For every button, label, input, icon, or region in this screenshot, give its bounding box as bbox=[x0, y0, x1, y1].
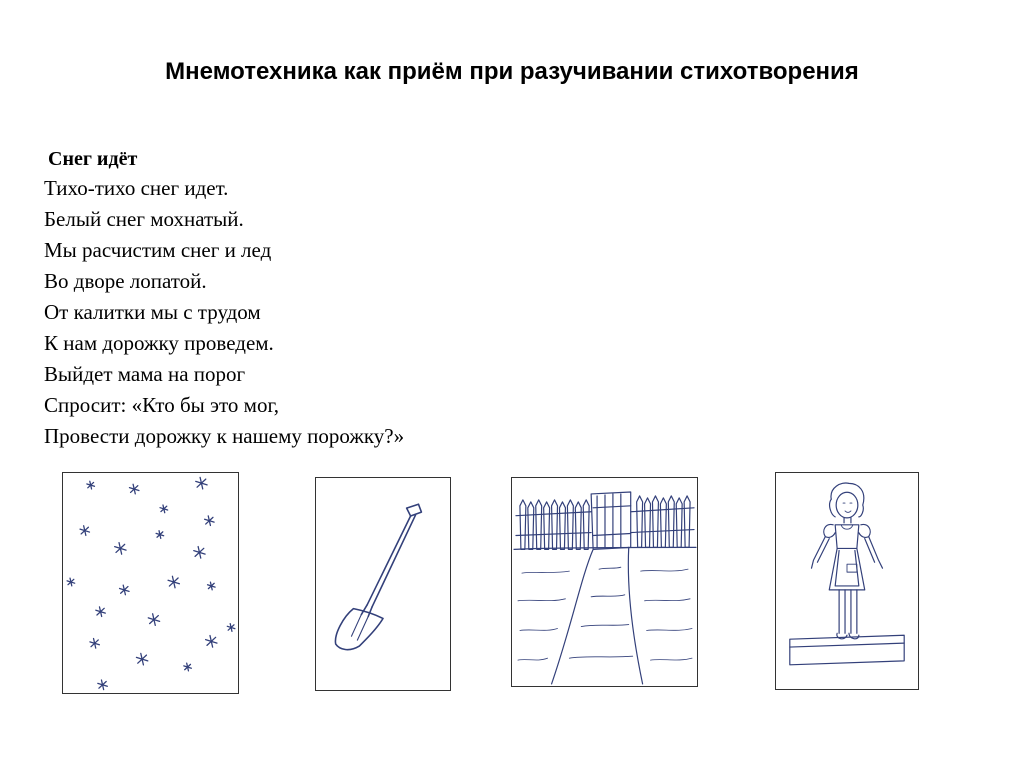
snowflake-icon bbox=[90, 638, 99, 648]
snowflake-icon bbox=[80, 526, 89, 536]
snowflake-icon bbox=[136, 653, 147, 665]
snowflake-icon bbox=[148, 614, 159, 626]
shovel-icon bbox=[316, 478, 450, 690]
snowflake-icon bbox=[96, 607, 105, 617]
snowflake-icon bbox=[160, 505, 168, 513]
snowflake-icon bbox=[87, 481, 95, 489]
snowflake-icon bbox=[227, 624, 235, 632]
snowflake-icon bbox=[196, 477, 207, 489]
snowflake-icon bbox=[115, 543, 126, 555]
snowflake-icon bbox=[194, 547, 205, 559]
snowflake-icon bbox=[184, 663, 192, 671]
snowflake-icon bbox=[206, 636, 217, 648]
snowflake-icon bbox=[129, 484, 138, 494]
fence-gate-path-icon bbox=[512, 478, 697, 686]
poem-line: Выйдет мама на порог bbox=[44, 362, 246, 386]
poem-line: От калитки мы с трудом bbox=[44, 300, 261, 324]
snowflakes-icon bbox=[63, 473, 238, 693]
poem-line: Мы расчистим снег и лед bbox=[44, 238, 272, 262]
poem-text bbox=[44, 173, 404, 452]
fence-gate-path-picture bbox=[511, 477, 698, 687]
snowflake-icon bbox=[205, 516, 214, 526]
snowflake-icon bbox=[156, 531, 164, 539]
shovel-picture bbox=[315, 477, 451, 691]
mother-on-doorstep-icon bbox=[776, 473, 918, 689]
poem-line: Белый снег мохнатый. bbox=[44, 207, 244, 231]
snowflakes-picture bbox=[62, 472, 239, 694]
snowflake-icon bbox=[67, 578, 75, 586]
snowflake-icon bbox=[208, 582, 216, 590]
slide-title: Мнемотехника как приём при разучивании стихотворения bbox=[165, 58, 859, 85]
poem-line: Провести дорожку к нашему порожку?» bbox=[44, 424, 405, 448]
poem-line: Во дворе лопатой. bbox=[44, 269, 207, 293]
mother-on-doorstep-picture bbox=[775, 472, 919, 690]
poem-line: К нам дорожку проведем. bbox=[44, 331, 274, 355]
snowflake-icon bbox=[168, 576, 179, 588]
poem-title: Снег идёт bbox=[48, 148, 138, 170]
snowflake-icon bbox=[98, 680, 107, 690]
snowflake-icon bbox=[120, 585, 129, 595]
poem-line: Тихо-тихо снег идет. bbox=[44, 176, 229, 200]
poem-line: Спросит: «Кто бы это мог, bbox=[44, 393, 279, 417]
